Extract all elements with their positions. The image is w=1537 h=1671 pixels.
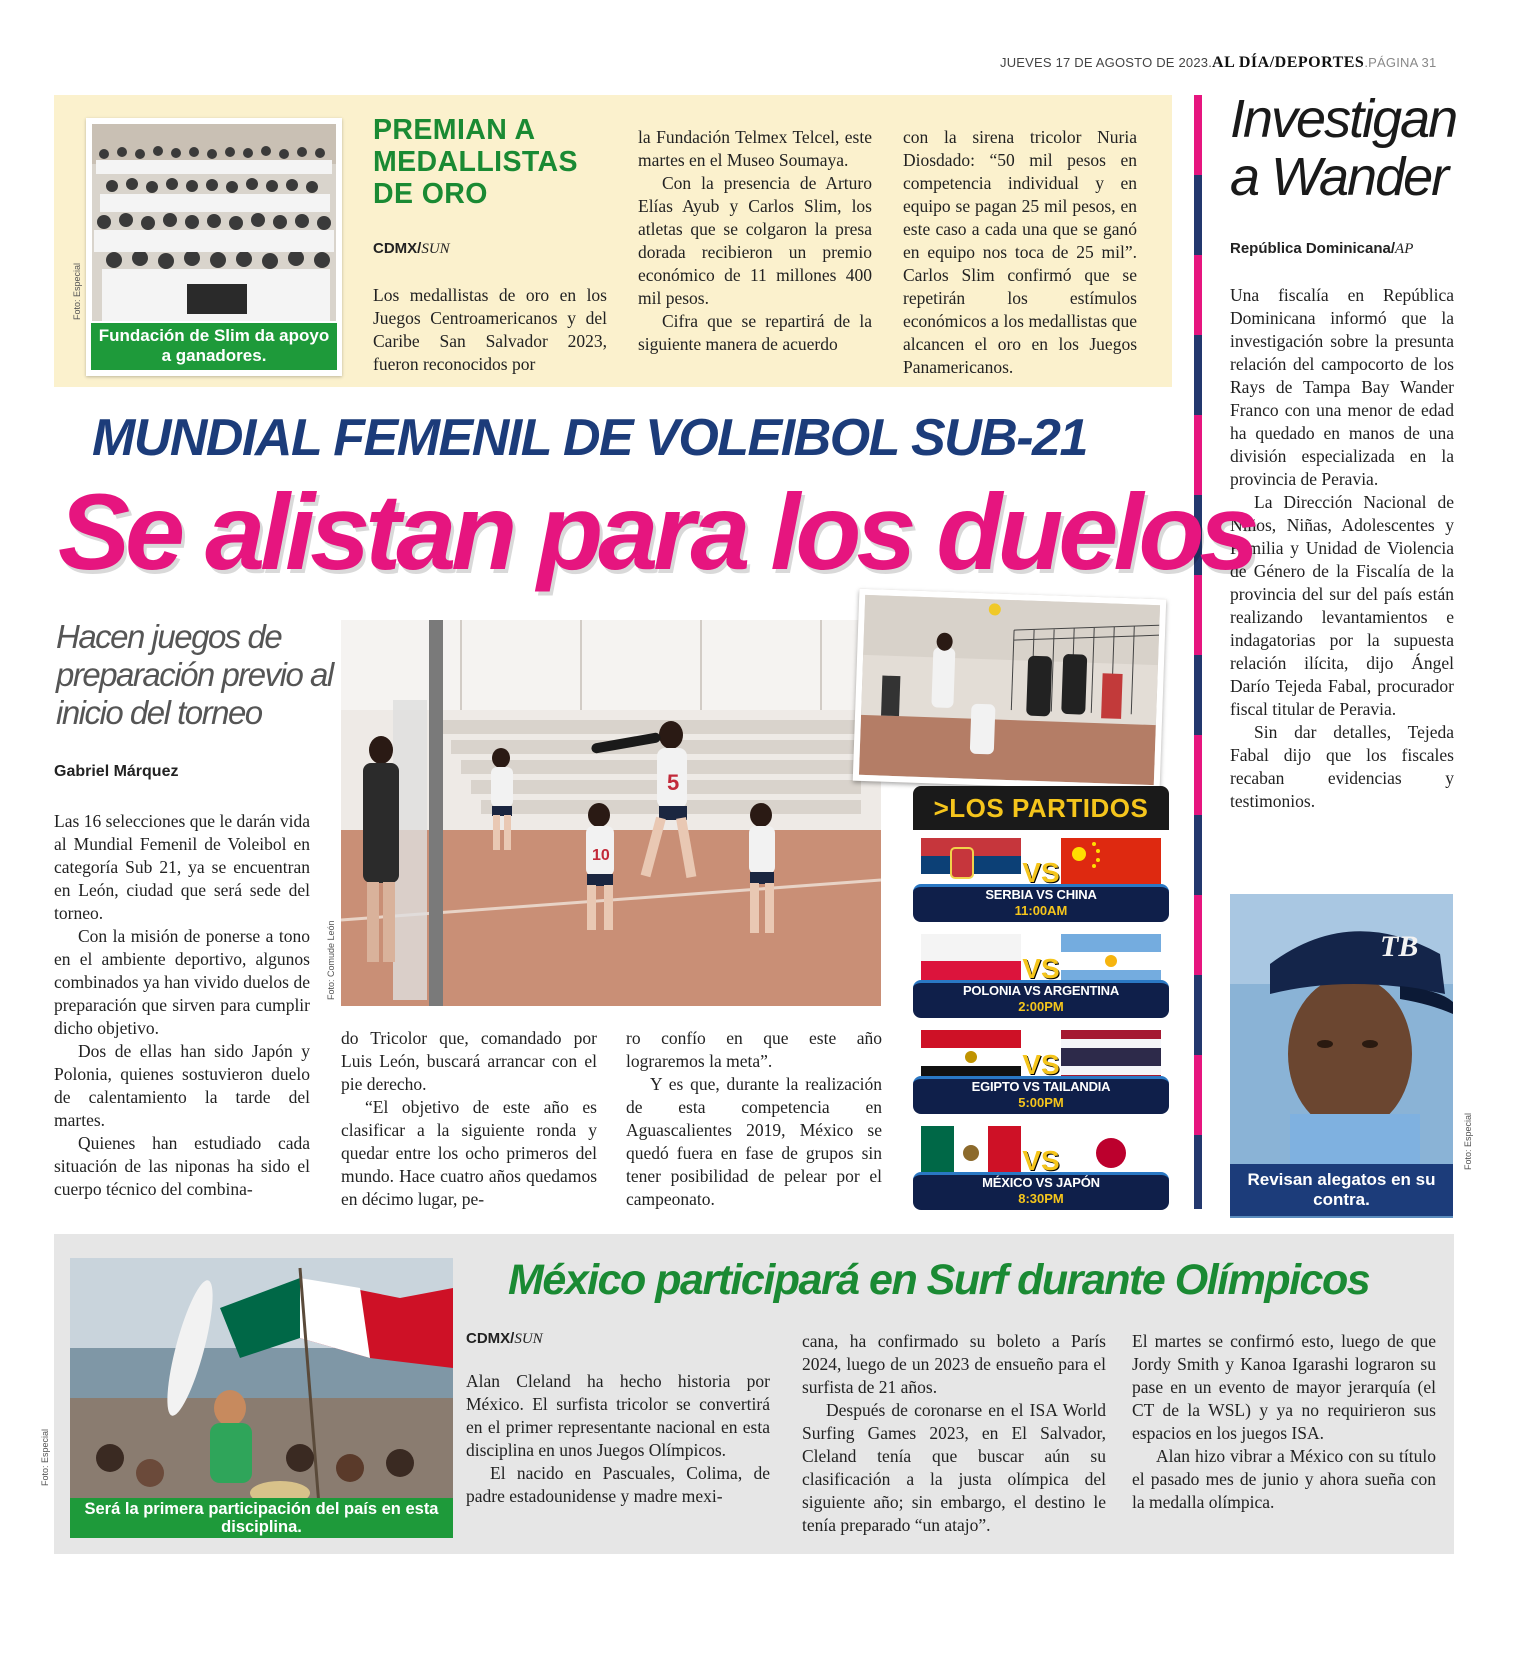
volleyball-kicker: MUNDIAL FEMENIL DE VOLEIBOL SUB-21	[92, 409, 1087, 467]
volleyball-column-2	[341, 1027, 597, 1211]
vs-label: VS	[1022, 857, 1060, 888]
premian-photo-caption: Fundación de Slim da apoyo a ganadores.	[91, 323, 337, 370]
surf-photo	[70, 1258, 453, 1538]
wander-dateline-agency: AP	[1395, 241, 1414, 257]
premian-dateline-city: CDMX/	[373, 240, 422, 257]
match-teams: POLONIA VS ARGENTINA	[962, 983, 1120, 998]
wander-dateline-place: República Dominicana/	[1230, 240, 1396, 257]
match-time: 11:00AM	[1014, 903, 1068, 918]
volleyball-col1-p2: Con la misión de ponerse a tono en el ambiente deportivo, algunos combinados ya han vivido duelos de preparación que sirven para cumplir dicho objetivo.	[54, 926, 310, 1038]
match-time: 5:00PM	[1018, 1095, 1064, 1110]
surf-column-2	[802, 1330, 1106, 1537]
surf-photo-credit: Foto: Especial	[40, 1428, 50, 1486]
volleyball-main-photo	[341, 620, 881, 1006]
volleyball-col1-p3: Dos de ellas han sido Japón y Polonia, quienes sostuvieron duelo de calentamiento la tarde del martes.	[54, 1041, 310, 1130]
premian-column-3	[903, 126, 1137, 379]
header-section: AL DÍA/DEPORTES	[1212, 54, 1365, 71]
premian-column-1	[373, 284, 607, 376]
surf-col2-p2: Después de coronarse en el ISA World Surfing Games 2023, en El Salvador, Cleland tenía que buscar aún su clasificación a la justa olímpica del siguiente año; sin embargo, el destino le tenía preparado “un atajo”.	[802, 1400, 1106, 1535]
premian-col2-p2: Con la presencia de Arturo Elías Ayub y Carlos Slim, los atletas que se colgaron la presa dorada recibieron un premio económico de 11 millones 400 mil pesos.	[638, 173, 872, 308]
volleyball-col1-p4: Quienes han estudiado cada situación de las niponas ha sido el cuerpo técnico del combina-	[54, 1133, 310, 1199]
volleyball-col2-p2: “El objetivo de este año es clasificar a la siguiente ronda y quedar entre los ocho primeros del mundo. Hace cuatro años quedamos en décimo lugar, pe-	[341, 1097, 597, 1209]
volleyball-headline: Se alistan para los duelos	[58, 471, 1255, 592]
premian-col2-p1: la Fundación Telmex Telcel, este martes en el Museo Soumaya.	[638, 127, 872, 170]
match-mexico-japon	[913, 1120, 1169, 1210]
premian-col1-p1: Los medallistas de oro en los Juegos Centroamericanos y del Caribe San Salvador 2023, fueron reconocidos por	[373, 285, 607, 374]
surf-headline: México participará en Surf durante Olímpicos	[508, 1256, 1370, 1304]
match-polonia-argentina	[913, 928, 1169, 1018]
premian-dateline-agency: SUN	[421, 241, 450, 257]
surf-column-1	[466, 1370, 770, 1508]
premian-photo-credit: Foto: Especial	[72, 262, 82, 320]
surf-column-3	[1132, 1330, 1436, 1514]
page-header	[1000, 54, 1436, 72]
vs-label: VS	[1022, 1049, 1060, 1080]
wander-body	[1230, 284, 1454, 813]
header-date: JUEVES 17 DE AGOSTO DE 2023.	[1000, 55, 1213, 70]
volleyball-net-image	[859, 595, 1160, 785]
premian-col3-p1: con la sirena tricolor Nuria Diosdado: “50 mil pesos en competencia individual y en equipo se pagan 25 mil pesos, en este caso a cada una que se ganó en equipo nos toca de 25 mil”. Carlos Slim confirmó que se repetirán los estímulos económicos a los medallistas que alcancen el oro en los Juegos Panamericanos.	[903, 127, 1137, 377]
surf-col3-p2: Alan hizo vibrar a México con su título el pasado mes de junio y ahora sueña con la medalla olímpica.	[1132, 1446, 1436, 1512]
match-teams: MÉXICO VS JAPÓN	[982, 1175, 1100, 1190]
medalists-group-image	[92, 124, 336, 321]
vs-label: VS	[1022, 1145, 1060, 1176]
vs-label: VS	[1022, 953, 1060, 984]
match-time: 2:00PM	[1018, 999, 1064, 1014]
volleyball-subhead: Hacen juegos de preparación previo al inicio del torneo	[56, 618, 333, 731]
premian-photo	[86, 118, 342, 376]
match-teams: EGIPTO VS TAILANDIA	[971, 1079, 1111, 1094]
surf-col3-p1: El martes se confirmó esto, luego de que Jordy Smith y Kanoa Igarashi lograron su pase en un evento de mayor jerarquía (el CT de la WSL) y ya no requirieron sus espacios en los juegos ISA.	[1132, 1331, 1436, 1443]
surf-photo-caption: Será la primera participación del país en esta disciplina.	[70, 1498, 453, 1538]
partidos-header: >LOS PARTIDOS	[913, 786, 1169, 830]
wander-p3: Sin dar detalles, Tejeda Fabal dijo que los fiscales recaban evidencias y testimonios.	[1230, 722, 1454, 811]
premian-dateline	[373, 240, 450, 258]
wander-p1: Una fiscalía en República Dominicana informó que la investigación sobre la presunta relación del campocorto de los Rays de Tampa Bay Wander Franco con una menor de edad ha quedado en manos de una división especializada en la provincia de Peravia.	[1230, 285, 1454, 489]
premian-col2-p3: Cifra que se repartirá de la siguiente manera de acuerdo	[638, 311, 872, 354]
surf-dateline-agency: SUN	[514, 1331, 543, 1347]
volleyball-col1-p1: Las 16 selecciones que le darán vida al Mundial Femenil de Voleibol en categoría Sub 21, ya se encuentran en León, ciudad que será sede del torneo.	[54, 811, 310, 923]
wander-dateline	[1230, 240, 1413, 258]
wander-photo-caption: Revisan alegatos en su contra.	[1230, 1164, 1453, 1216]
surf-dateline	[466, 1330, 543, 1348]
match-teams: SERBIA VS CHINA	[985, 887, 1097, 902]
volleyball-col2-p1: do Tricolor que, comandado por Luis León, buscará arrancar con el pie derecho.	[341, 1028, 597, 1094]
surf-col2-p1: cana, ha confirmado su boleto a París 2024, luego de un 2023 de ensueño para el surfista de 21 años.	[802, 1331, 1106, 1397]
surf-dateline-city: CDMX/	[466, 1330, 515, 1347]
volleyball-photo-credit: Foto: Comude León	[326, 920, 336, 1000]
volleyball-col3-p2: Y es que, durante la realización de esta competencia en Aguascalientes 2019, México se quedó fuera en fase de grupos sin tener posibilidad de pelear por el campeonato.	[626, 1074, 882, 1209]
volleyball-secondary-photo	[853, 589, 1167, 792]
wander-p2: La Dirección Nacional de Niños, Niñas, Adolescentes y Familia y Unidad de Violencia de Género de la Fiscalía de la provincia del sur del país están realizando levantamientos e indagatorias por la supuesta relación ilícita, dijo Ángel Darío Tejeda Fabal, procurador fiscal titular de Peravia.	[1230, 492, 1454, 719]
match-time: 8:30PM	[1018, 1191, 1064, 1206]
header-page-number: .PÁGINA 31	[1364, 55, 1437, 70]
volleyball-practice-image	[341, 620, 881, 1006]
volleyball-byline: Gabriel Márquez	[54, 763, 179, 780]
jersey-number-5: 5	[667, 770, 680, 795]
match-egipto-tailandia	[913, 1024, 1169, 1114]
sidebar-divider-rule	[1194, 95, 1202, 1209]
volleyball-column-1	[54, 810, 310, 1201]
surf-celebration-image	[70, 1258, 453, 1538]
premian-column-2	[638, 126, 872, 356]
premian-headline: PREMIAN A MEDALLISTAS DE ORO	[373, 114, 578, 210]
wander-headline: Investigan a Wander	[1230, 89, 1457, 207]
surf-col1-p2: El nacido en Pascuales, Colima, de padre estadounidense y madre mexi-	[466, 1463, 770, 1506]
match-serbia-china	[913, 832, 1169, 922]
volleyball-col3-p1: ro confío en que este año lograremos la meta”.	[626, 1028, 882, 1071]
volleyball-column-3	[626, 1027, 882, 1211]
surf-col1-p1: Alan Cleland ha hecho historia por México. El surfista tricolor se convertirá en el primer representante nacional en esta disciplina en unos Juegos Olímpicos.	[466, 1371, 770, 1460]
wander-photo-credit: Foto: Especial	[1463, 1112, 1473, 1170]
wander-portrait-image	[1230, 894, 1453, 1164]
jersey-number-10: 10	[592, 847, 610, 864]
cap-logo: TB	[1380, 930, 1419, 963]
